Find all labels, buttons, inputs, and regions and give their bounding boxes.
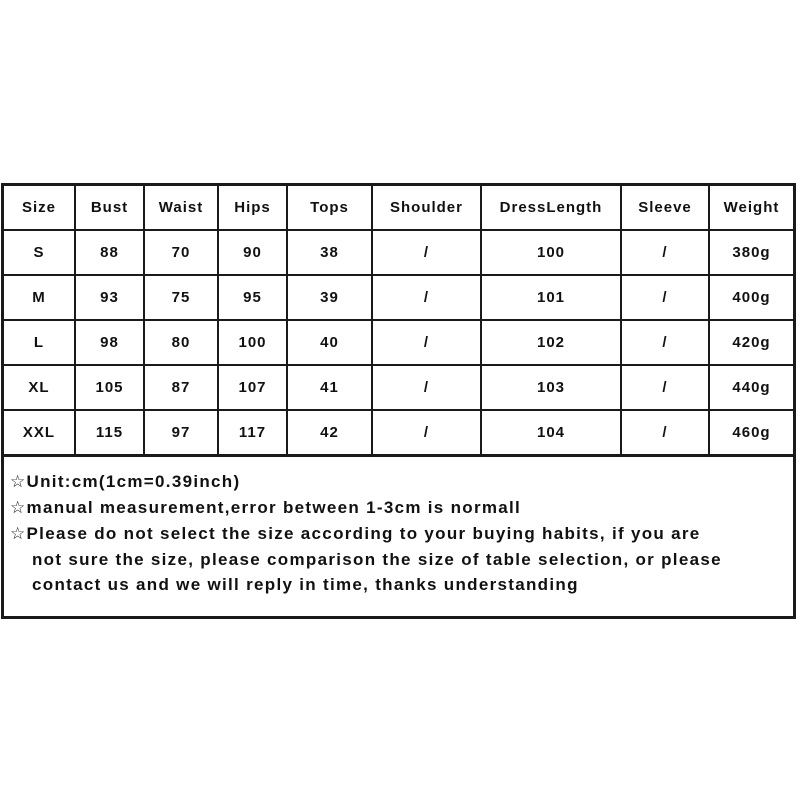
star-icon: ☆: [10, 524, 27, 544]
note-unit: [10, 469, 787, 495]
cell-weight: 380g: [709, 230, 793, 275]
header-hips: Hips: [218, 186, 287, 230]
cell-hips: 107: [218, 365, 287, 410]
header-sleeve: Sleeve: [621, 186, 709, 230]
cell-size: S: [4, 230, 75, 275]
cell-tops: 42: [287, 410, 372, 456]
header-bust: Bust: [75, 186, 144, 230]
cell-weight: 460g: [709, 410, 793, 456]
note-text: manual measurement,error between 1-3cm is normall: [26, 498, 522, 517]
header-waist: Waist: [144, 186, 218, 230]
cell-dress-length: 103: [481, 365, 621, 410]
cell-shoulder: /: [372, 320, 481, 365]
cell-weight: 440g: [709, 365, 793, 410]
cell-waist: 70: [144, 230, 218, 275]
cell-sleeve: /: [621, 410, 709, 456]
cell-sleeve: /: [621, 365, 709, 410]
note-measurement: [10, 495, 787, 521]
cell-hips: 95: [218, 275, 287, 320]
cell-shoulder: /: [372, 230, 481, 275]
star-icon: ☆: [10, 472, 27, 492]
cell-waist: 75: [144, 275, 218, 320]
cell-size: M: [4, 275, 75, 320]
cell-tops: 39: [287, 275, 372, 320]
cell-bust: 88: [75, 230, 144, 275]
cell-weight: 400g: [709, 275, 793, 320]
cell-waist: 80: [144, 320, 218, 365]
notes-section: [4, 457, 793, 597]
cell-shoulder: /: [372, 275, 481, 320]
note-advice: [10, 521, 787, 547]
note-text: Please do not select the size according to your buying habits, if you are: [26, 524, 701, 543]
cell-size: XXL: [4, 410, 75, 456]
cell-sleeve: /: [621, 320, 709, 365]
cell-tops: 38: [287, 230, 372, 275]
table-row: [4, 410, 793, 456]
note-text: Unit:cm(1cm=0.39inch): [26, 472, 241, 491]
cell-bust: 105: [75, 365, 144, 410]
cell-shoulder: /: [372, 365, 481, 410]
cell-size: L: [4, 320, 75, 365]
cell-waist: 97: [144, 410, 218, 456]
cell-bust: 93: [75, 275, 144, 320]
header-weight: Weight: [709, 186, 793, 230]
header-size: Size: [4, 186, 75, 230]
header-row: [4, 186, 793, 230]
note-advice-cont: contact us and we will reply in time, thanks understanding: [32, 575, 579, 594]
cell-dress-length: 100: [481, 230, 621, 275]
cell-hips: 90: [218, 230, 287, 275]
cell-size: XL: [4, 365, 75, 410]
size-chart: [1, 183, 796, 619]
cell-sleeve: /: [621, 230, 709, 275]
cell-sleeve: /: [621, 275, 709, 320]
cell-bust: 115: [75, 410, 144, 456]
cell-tops: 41: [287, 365, 372, 410]
cell-bust: 98: [75, 320, 144, 365]
header-tops: Tops: [287, 186, 372, 230]
table-row: [4, 320, 793, 365]
table-row: [4, 365, 793, 410]
star-icon: ☆: [10, 498, 27, 518]
header-shoulder: Shoulder: [372, 186, 481, 230]
cell-dress-length: 104: [481, 410, 621, 456]
cell-shoulder: /: [372, 410, 481, 456]
header-dress-length: DressLength: [481, 186, 621, 230]
table-row: [4, 275, 793, 320]
cell-dress-length: 102: [481, 320, 621, 365]
note-advice-cont: not sure the size, please comparison the size of table selection, or please: [32, 550, 722, 569]
cell-weight: 420g: [709, 320, 793, 365]
cell-waist: 87: [144, 365, 218, 410]
cell-hips: 100: [218, 320, 287, 365]
cell-tops: 40: [287, 320, 372, 365]
size-table: [4, 186, 793, 457]
cell-hips: 117: [218, 410, 287, 456]
cell-dress-length: 101: [481, 275, 621, 320]
table-row: [4, 230, 793, 275]
